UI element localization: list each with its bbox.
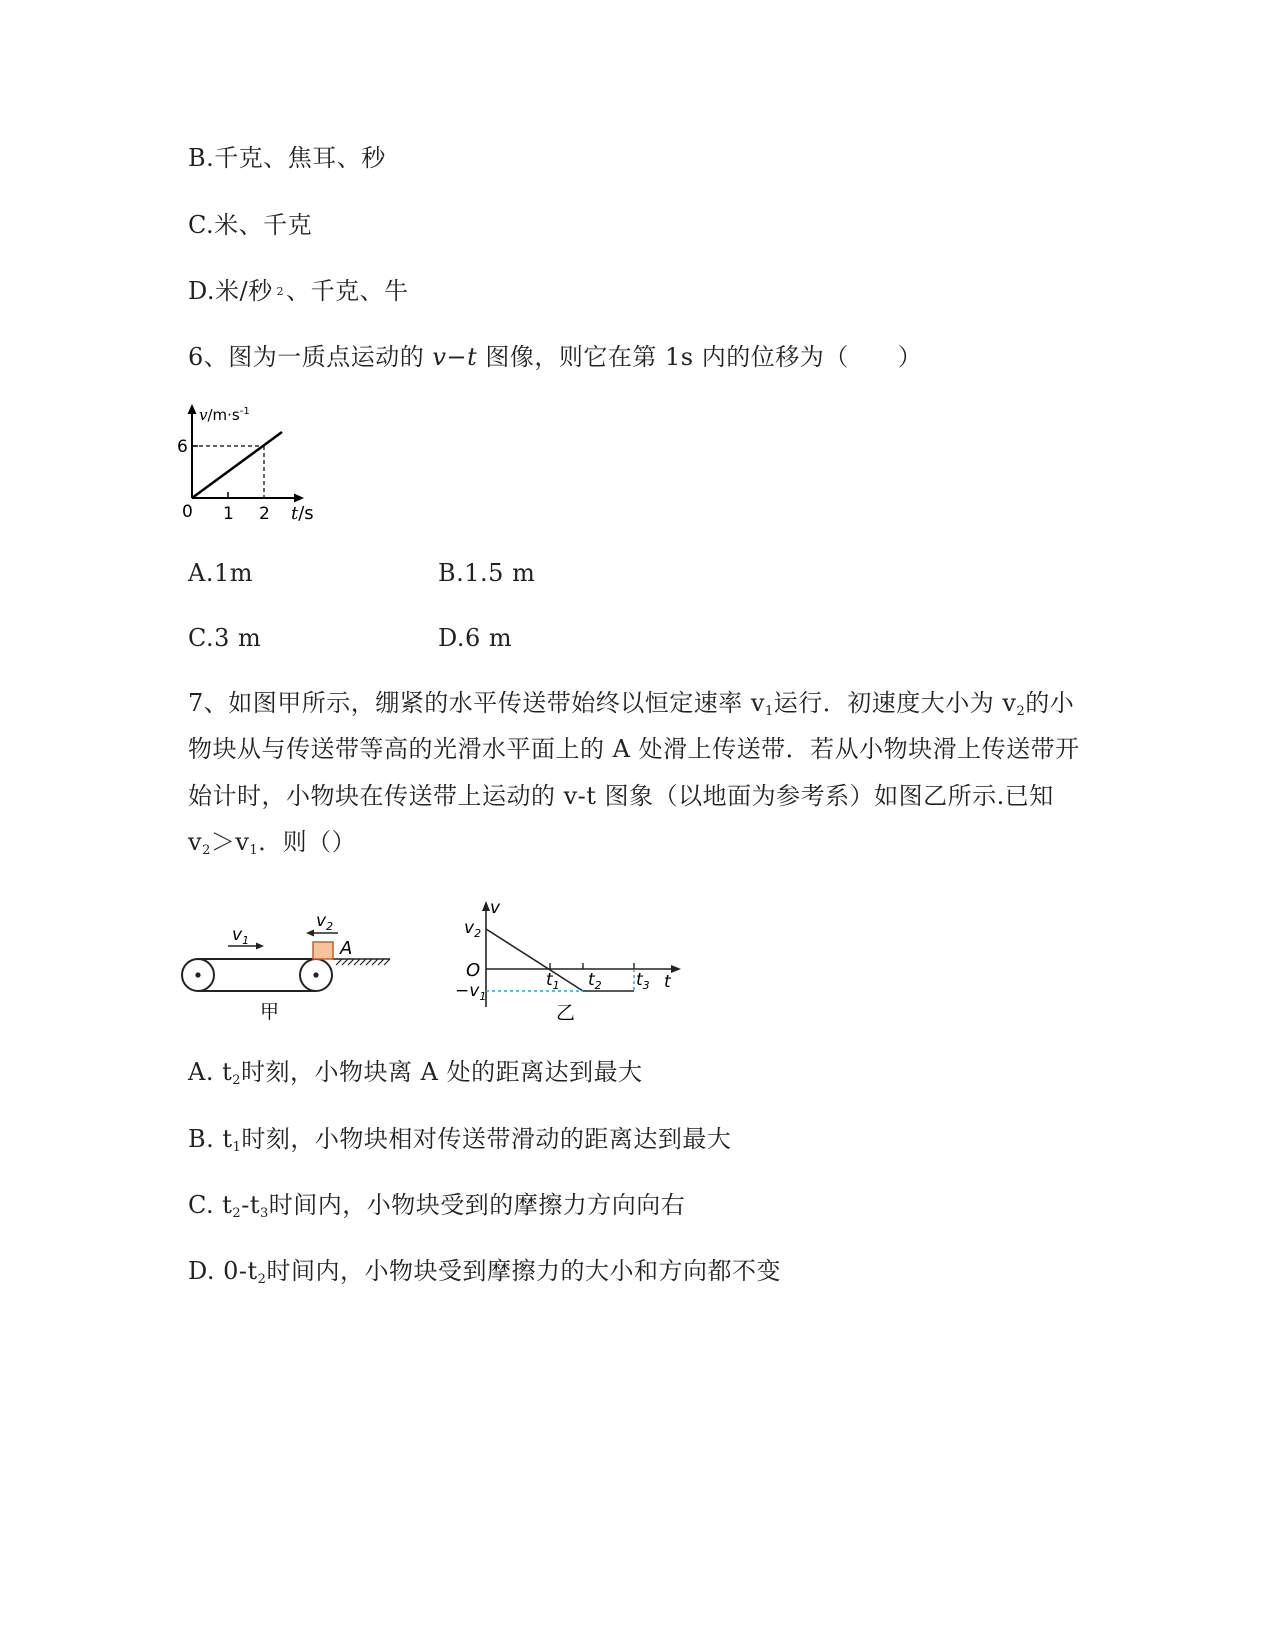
q7-stem-line3: 始计时，小物块在传送带上运动的 v-t 图象（以地面为参考系）如图乙所示.已知 <box>188 782 1054 810</box>
q7-yi-axis-t: t <box>664 972 671 992</box>
q7-jia-A-label: A <box>340 938 353 959</box>
q7-yi-axis-v: v <box>490 898 501 918</box>
q6-xlabel: t/s <box>291 503 314 524</box>
q6-option-d: D.6 m <box>438 624 513 652</box>
q6-option-c: C.3 m <box>188 624 262 652</box>
q5-option-c: C.米、千克 <box>188 211 313 239</box>
q7-yi-velocity-line <box>486 929 634 991</box>
q7-yi-t2-label: $t_2$ <box>588 970 602 992</box>
q6-xtick-2: 2 <box>259 504 270 524</box>
q7-yi-t1-label: $t_1$ <box>546 970 560 992</box>
q7-stem-line4: $v_2>v_1$．则（） <box>188 828 357 858</box>
q6-option-b: B.1.5 m <box>438 559 536 587</box>
q6-vt-graph <box>170 400 340 530</box>
q7-yi-v2-label: $v_2$ <box>464 918 482 940</box>
q7-option-c: C. $t_2-t_3$时间内，小物块受到的摩擦力方向向右 <box>188 1191 686 1221</box>
q6-xtick-1: 1 <box>223 504 234 524</box>
q7-jia-v1-label: $v_1$ <box>232 925 250 947</box>
q6-origin: 0 <box>182 502 193 522</box>
q6-velocity-line <box>192 432 282 498</box>
q7-option-a: A. $t_2$时刻，小物块离 A 处的距离达到最大 <box>188 1058 643 1088</box>
q7-figure-yi <box>450 895 695 1030</box>
q6-ylabel: $v/m\cdot s^{-1}$ <box>199 406 250 424</box>
q7-stem-line1: 7、如图甲所示，绷紧的水平传送带始终以恒定速率 $v_1$运行．初速度大小为 $v_2$的小 <box>188 689 1075 719</box>
q7-block <box>313 942 333 959</box>
q7-yi-caption: 乙 <box>556 1002 576 1024</box>
q5-option-d: D.米/秒 2、千克、牛 <box>188 277 409 305</box>
q7-option-d: D. $0-t_2$时间内，小物块受到摩擦力的大小和方向都不变 <box>188 1257 781 1287</box>
q7-yi-origin: O <box>466 960 481 981</box>
q7-stem-line2: 物块从与传送带等高的光滑水平面上的 A 处滑上传送带．若从小物块滑上传送带开 <box>188 735 1080 763</box>
q7-figure-jia <box>176 900 406 1030</box>
q6-option-a: A.1m <box>188 559 253 587</box>
q5-option-b: B.千克、焦耳、秒 <box>188 144 386 172</box>
q7-jia-v2-label: $v_2$ <box>316 911 334 933</box>
q7-option-b: B. $t_1$时刻，小物块相对传送带滑动的距离达到最大 <box>188 1125 732 1155</box>
q6-stem: 6、图为一质点运动的 v−t 图像，则它在第 1s 内的位移为（ ） <box>188 343 923 371</box>
q7-yi-t3-label: $t_3$ <box>636 970 650 992</box>
q6-ytick-6: 6 <box>177 437 188 457</box>
q7-jia-caption: 甲 <box>260 1001 280 1023</box>
q7-yi-negv1-label: $-v_1$ <box>455 981 487 1003</box>
